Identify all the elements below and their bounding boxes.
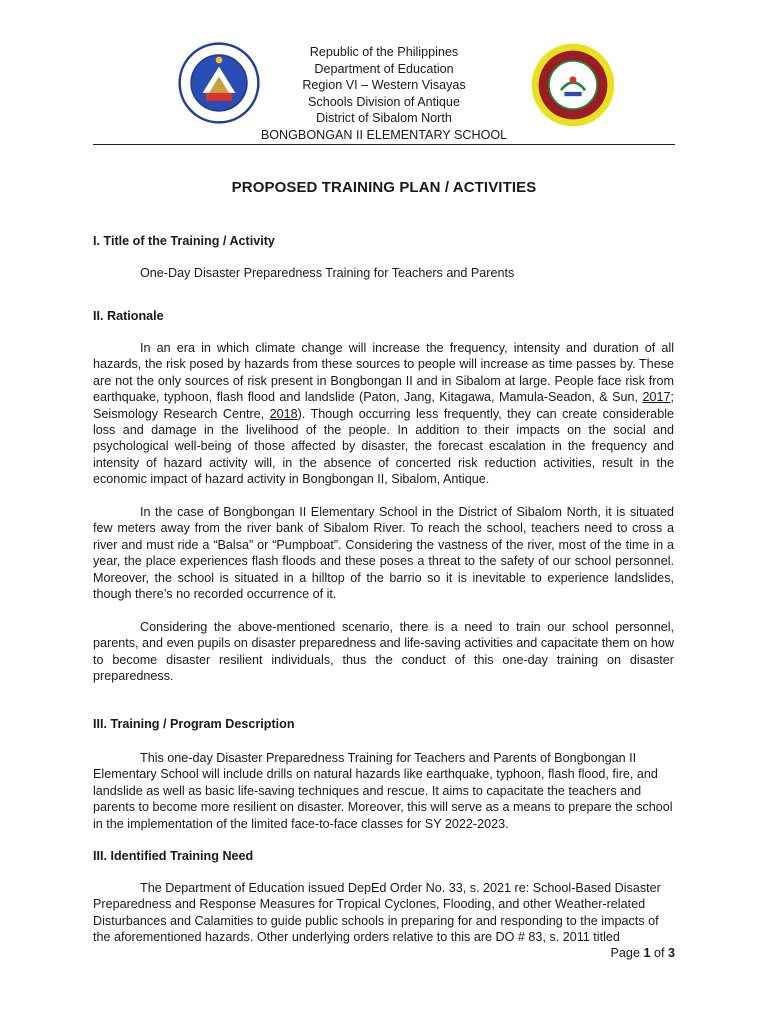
rationale-paragraph-3: Considering the above-mentioned scenario, there is a need to train our school personnel, parents, and even pupils on disaster preparedness and life-saving activities and capacitate them on how to become disaster resilient individuals, thus the conduct of this one-day training on disaster preparedness. [93, 620, 674, 684]
citation-link-2017[interactable]: 2017 [642, 390, 671, 405]
training-need-paragraph: The Department of Education issued DepEd Order No. 33, s. 2021 re: School-Based Disaster Preparedness and Response Measures for Tropical Cyclones, Flooding, and other Weather-related Disturbances and Calamities to guide public schools in preparing for and responding to the impacts of the aforementioned hazards. Other underlying orders relative to this are DO # 83, s. 2011 titled [93, 881, 661, 945]
section-heading-description: III. Training / Program Description [93, 717, 295, 731]
header-line-republic: Republic of the Philippines [309, 45, 459, 59]
page-number: Page 1 of 3 [610, 946, 675, 960]
header-line-region: Region VI – Western Visayas [302, 78, 466, 93]
rationale-paragraph-1: In an era in which climate change will increase the frequency, intensity and duration of all hazards, the risk posed by hazards from these sources to people will increase as time passes by. These are not the only sources of risk present in Bongbongan II and in Sibalom at large. People face risk from earthquake, typhoon, flash flood and landslide (Paton, Jang, Kitagawa, Mamula-Seadon, & Sun, 2017; Seismology Research Centre, 2018). Though occurring less frequently, they can create considerable loss and damage in the livelihood of the people. In addition to their impacts on the social and psychological well-being of those affected by disaster, the forecast escalation in the frequency and intensity of hazard activity will, in the absence of concerted risk reduction activities, result in the economic impact of hazard activity in Bongbongan II, Sibalom, Antique. [93, 341, 674, 487]
letterhead [93, 40, 675, 145]
citation-link-2018[interactable]: 2018 [269, 406, 298, 421]
rationale-paragraph-2: In the case of Bongbongan II Elementary School in the District of Sibalom North, it is situated few meters away from the river bank of Sibalom River. To reach the school, teachers need to cross a river and must ride a “Balsa” or “Pumpboat”. Considering the vastness of the river, most of the time in a year, the place experiences flash floods and these poses a threat to the safety of our school personnel. Moreover, the school is situated in a hilltop of the barrio so it is inevitable to experience landslides, though there’s no recorded occurrence of it. [93, 505, 674, 602]
section-heading-training-need: III. Identified Training Need [93, 849, 254, 863]
header-line-department: Department of Education [314, 61, 454, 76]
section-heading-title: I. Title of the Training / Activity [93, 234, 275, 248]
header-line-division: Schools Division of Antique [308, 94, 460, 109]
header-line-school: BONGBONGAN II ELEMENTARY SCHOOL [260, 127, 508, 142]
training-title: One-Day Disaster Preparedness Training for Teachers and Parents [140, 266, 515, 280]
header-line-district: District of Sibalom North [316, 111, 452, 126]
letterhead-text [93, 44, 675, 144]
document-title: PROPOSED TRAINING PLAN / ACTIVITIES [231, 179, 537, 196]
section-heading-rationale: II. Rationale [93, 309, 164, 323]
description-paragraph: This one-day Disaster Preparedness Training for Teachers and Parents of Bongbongan II Elementary School will include drills on natural hazards like earthquake, typhoon, flash flood, fire, and landslide as well as basic life-saving techniques and rescue. It aims to capacitate the teachers and parents to become more resilient on disaster. Moreover, this will serve as a means to prepare the school in the implementation of the limited face-to-face classes for SY 2022-2023. [93, 751, 673, 831]
